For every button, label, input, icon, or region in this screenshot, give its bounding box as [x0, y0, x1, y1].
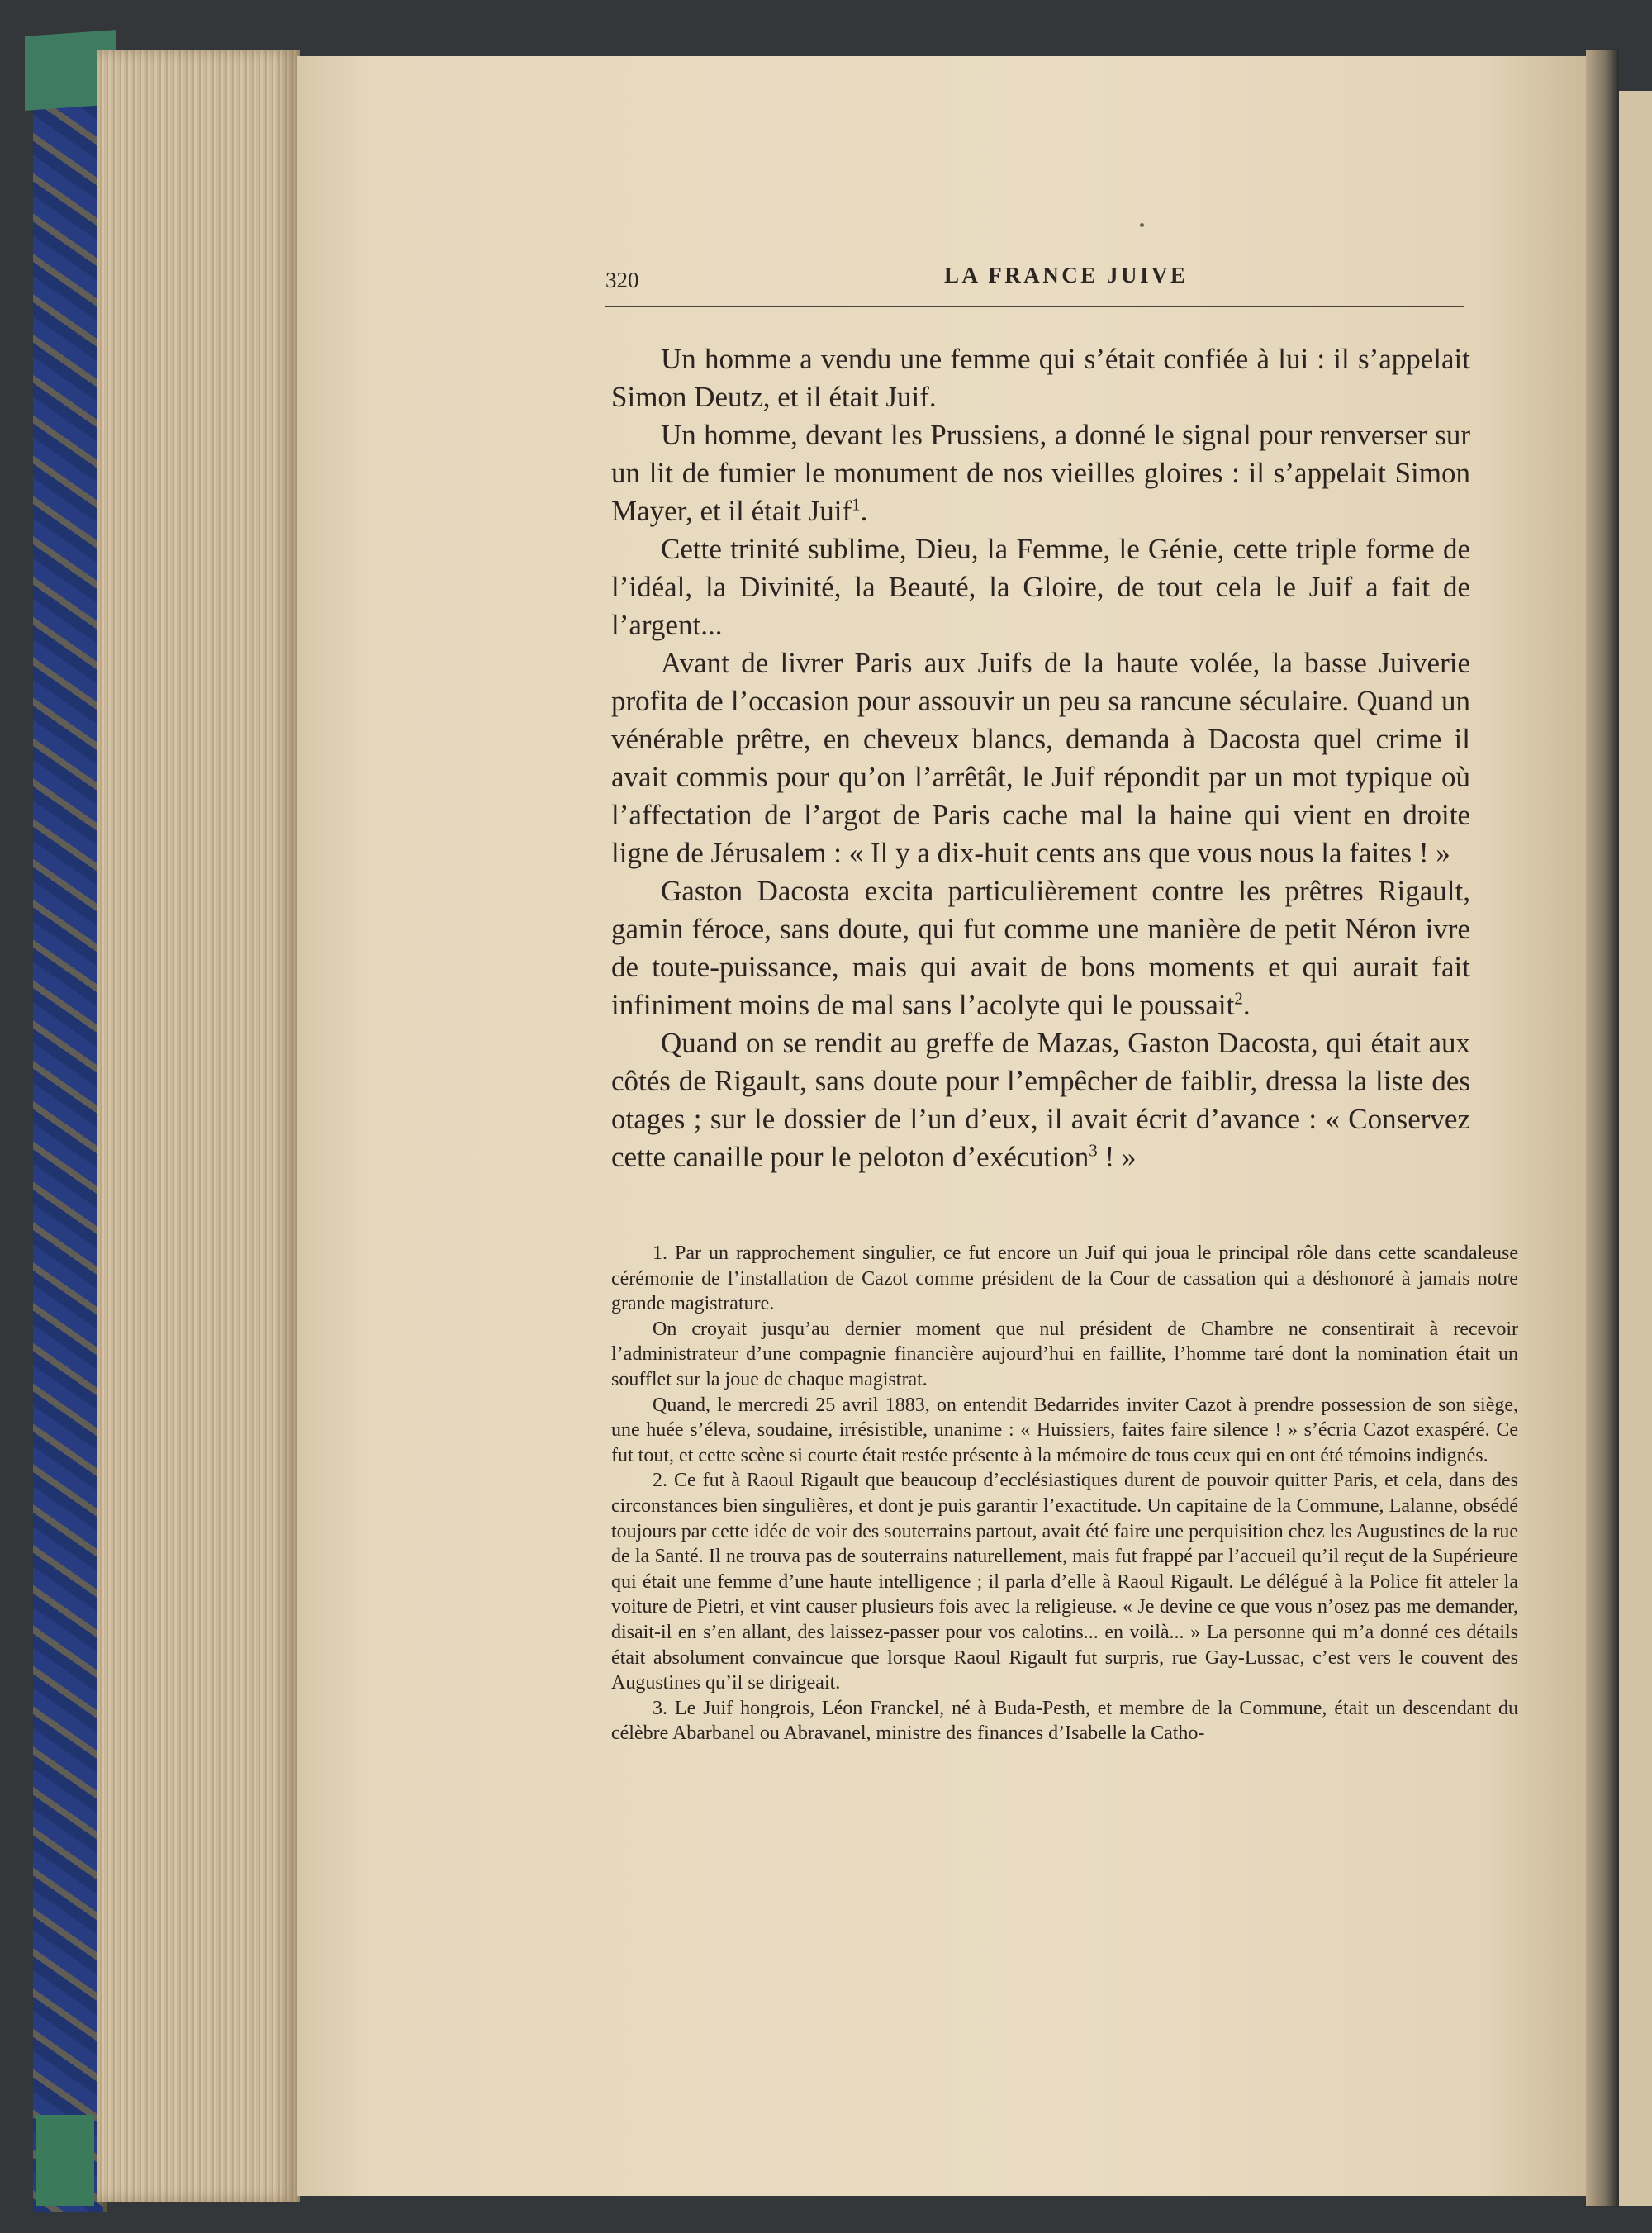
running-header — [605, 263, 1464, 304]
paragraph: Quand on se rendit au greffe de Mazas, Gaston Dacosta, qui était aux côtés de Rigault, sans doute pour l’empêcher de faiblir, dressa la liste des otages ; sur le dossier de l’un d’eux, il avait écrit d’avance : « Conservez cette canaille pour le peloton d’exécution$^3$ ! » — [611, 1027, 1470, 1173]
facing-page-edge — [1619, 91, 1652, 2206]
page-stack-edges — [97, 50, 300, 2202]
paragraph: Cette trinité sublime, Dieu, la Femme, le Génie, cette triple forme de l’idéal, la Divinité, la Beauté, la Gloire, de tout cela le Juif a fait de l’argent... — [611, 533, 1470, 641]
footnote-ref: 1 — [852, 494, 861, 515]
paragraph: Un homme a vendu une femme qui s’était confiée à lui : il s’appelait Simon Deutz, et il était Juif. — [611, 343, 1470, 413]
page-number: 320 — [605, 268, 639, 292]
body-block-2 — [611, 644, 1470, 1176]
footnote: On croyait jusqu’au dernier moment que nul président de Chambre ne consentirait à recevoir l’administrateur d’une compagnie financière aujourd’hui en faillite, l’homme taré dont la nomination était un soufflet sur la joue de chaque magistrat. — [611, 1318, 1518, 1390]
binding-corner-bottom — [36, 2115, 94, 2206]
footnotes — [611, 1241, 1518, 1746]
footnote: 1. Par un rapprochement singulier, ce fut encore un Juif qui joua le principal rôle dans cette scandaleuse cérémonie de l’installation de Cazot comme président de la Cour de cassation qui a déshonoré à jamais notre grande magistrature. — [611, 1242, 1518, 1315]
footnote-ref: 3 — [1089, 1140, 1098, 1161]
paragraph: Avant de livrer Paris aux Juifs de la haute volée, la basse Juiverie profita de l’occasion pour assouvir un peu sa rancune séculaire. Quand un vénérable prêtre, en cheveux blancs, demanda à Dacosta quel crime il avait commis pour qu’on l’arrêtât, le Juif répondit par un mot typique où l’affectation de l’argot de Paris cache mal la haine qui vient en droite ligne de Jérusalem : « Il y a dix-huit cents ans que vous nous la faites ! » — [611, 647, 1470, 869]
header-rule — [605, 306, 1464, 307]
footnote: 3. Le Juif hongrois, Léon Franckel, né à Buda-Pesth, et membre de la Commune, était un descendant du célèbre Abarbanel ou Abravanel, ministre des finances d’Isabelle la Catho- — [611, 1697, 1518, 1745]
footnote-ref: 2 — [1234, 988, 1243, 1009]
footnote: 2. Ce fut à Raoul Rigault que beaucoup d’ecclésiastiques durent de pouvoir quitter Paris, et cela, dans des circonstances bien singulières, et dont je puis garantir l’exactitude. Un capitaine de la Commune, Lalanne, obsédé toujours par cette idée de voir des souterrains partout, avait été faire une perquisition chez les Augustines de la rue de la Santé. Il ne trouva pas de souterrains naturellement, mais fut frappé par l’accueil qu’il reçut de la Supérieure qui était une femme d’une haute intelligence ; il parla d’elle à Raoul Rigault. Le délégué à la Police fit atteler la voiture de Pietri, et vint causer plusieurs fois avec la religieuse. « Je devine ce que vous n’osez pas me demander, disait-il en s’en allant, des laissez-passer pour vos calotins... en voilà... » La personne qui m’a donné ces détails était absolument convaincue que lorsque Raoul Rigault fut surpris, rue Gay-Lussac, c’est vers le couvent des Augustines qu’il se dirigeait. — [611, 1470, 1518, 1694]
paragraph: Gaston Dacosta excita particulièrement contre les prêtres Rigault, gamin féroce, sans doute, qui fut comme une manière de petit Néron ivre de toute-puissance, mais qui avait de bons moments et qui aurait fait infiniment moins de mal sans l’acolyte qui le poussait$^2$. — [611, 875, 1470, 1021]
page-gutter-right — [1586, 50, 1619, 2206]
paragraph: Un homme, devant les Prussiens, a donné le signal pour renverser sur un lit de fumier le monument de nos vieilles gloires : il s’appelait Simon Mayer, et il était Juif$^1$. — [611, 419, 1470, 527]
footnote: Quand, le mercredi 25 avril 1883, on entendit Bedarrides inviter Cazot à prendre possession de son siège, une huée s’éleva, soudaine, irrésistible, unanime : « Huissiers, faites faire silence ! » s’écria Cazot exaspéré. Ce fut tout, et cette scène si courte était restée présente à la mémoire de tous ceux qui en ont été témoins indignés. — [611, 1394, 1518, 1466]
marbled-binding — [33, 40, 107, 2212]
running-title: LA FRANCE JUIVE — [944, 263, 1189, 287]
body-block-1 — [611, 340, 1470, 644]
ink-speck — [1140, 223, 1144, 227]
